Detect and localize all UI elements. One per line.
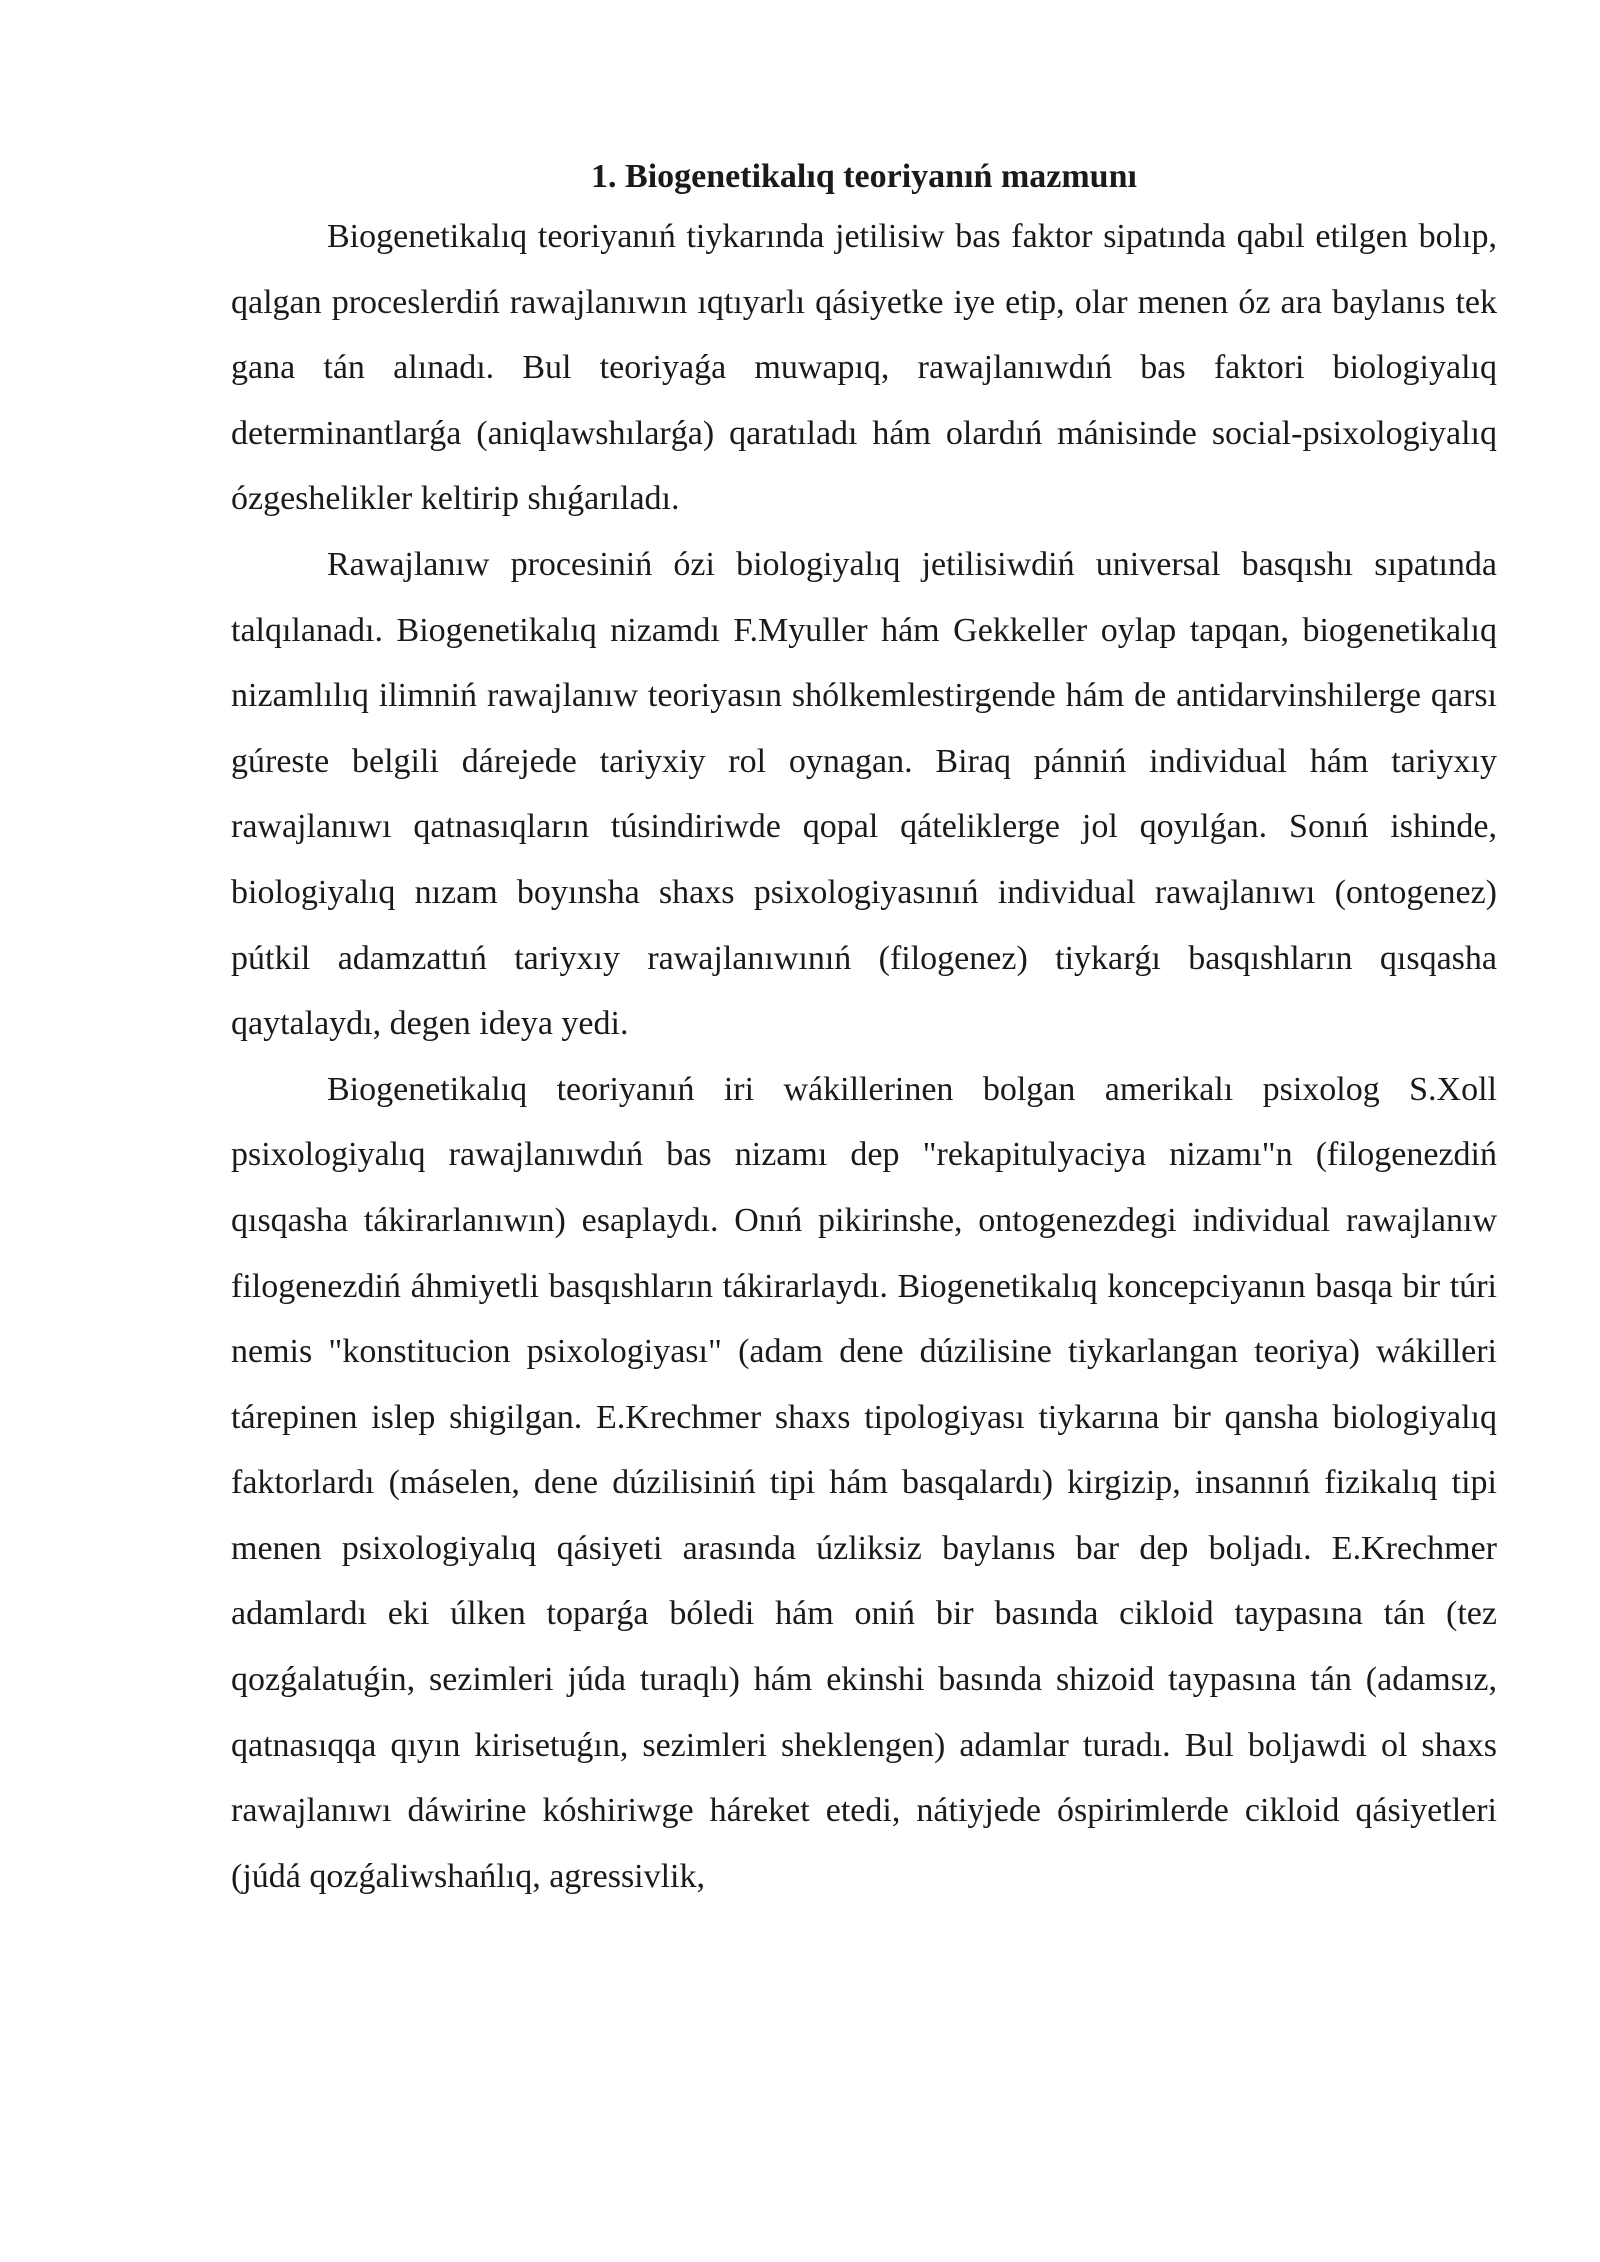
document-page (231, 150, 1497, 1909)
paragraph-1: Biogenetikalıq teoriyanıń tiykarında jetilisiw bas faktor sipatında qabıl etilgen bolıp, qalgan proceslerdiń rawajlanıwın ıqtıyarlı qásiyetke iye etip, olar menen óz ara baylanıs tek gana tán alınadı. Bul teoriyaǵa muwapıq, rawajlanıwdıń bas faktori biologiyalıq determinantlarǵa (aniqlawshılarǵa) qaratıladı hám olardıń mánisinde social-psixologiyalıq ózgeshelikler keltirip shıǵarıladı. (231, 218, 1497, 518)
paragraph-3: Biogenetikalıq teoriyanıń iri wákillerinen bolgan amerikalı psixolog S.Xoll psixologiyalıq rawajlanıwdıń bas nizamı dep "rekapitulyaciya nizamı"n (filogenezdiń qısqasha tákirarlanıwın) esaplaydı. Onıń pikirinshe, ontogenezdegi individual rawajlanıw filogenezdiń áhmiyetli basqıshların tákirarlaydı. Biogenetikalıq koncepciyanın basqa bir túri nemis "konstitucion psixologiyası" (adam dene dúzilisine tiykarlangan teoriya) wákilleri tárepinen islep shigilgan. E.Krechmer shaxs tipologiyası tiykarına bir qansha biologiyalıq faktorlardı (máselen, dene dúzilisiniń tipi hám basqalardı) kirgizip, insannıń fizikalıq tipi menen psixologiyalıq qásiyeti arasında úzliksiz baylanıs bar dep boljadı. E.Krechmer adamlardı eki úlken toparǵa bóledi hám oniń bir basında cikloid taypasına tán (tez qozǵalatuǵin, sezimleri júda turaqlı) hám ekinshi basında shizoid taypasına tán (adamsız, qatnasıqqa qıyın kirisetuǵın, sezimleri sheklengen) adamlar turadı. Bul boljawdi ol shaxs rawajlanıwı dáwirine kóshiriwge háreket etedi, nátiyjede óspirimlerde cikloid qásiyetleri (júdá qozǵaliwshańlıq, agressivlik, (231, 1070, 1497, 1895)
paragraph-2: Rawajlanıw procesiniń ózi biologiyalıq jetilisiwdiń universal basqıshı sıpatında talqılanadı. Biogenetikalıq nizamdı F.Myuller hám Gekkeller oylap tapqan, biogenetikalıq nizamlılıq ilimniń rawajlanıw teoriyasın shólkemlestirgende hám de antidarvinshilerge qarsı gúreste belgili dárejede tariyxiy rol oynagan. Biraq pánniń individual hám tariyxıy rawajlanıwı qatnasıqların túsindiriwde qopal qáteliklerge jol qoyılǵan. Sonıń ishinde, biologiyalıq nızam boyınsha shaxs psixologiyasınıń individual rawajlanıwı (ontogenez) pútkil adamzattıń tariyxıy rawajlanıwınıń (filogenez) tiykarǵı basqıshların qısqasha qaytalaydı, degen ideya yedi. (231, 545, 1497, 1043)
section-title: 1. Biogenetikalıq teoriyanıń mazmunı (591, 158, 1137, 195)
